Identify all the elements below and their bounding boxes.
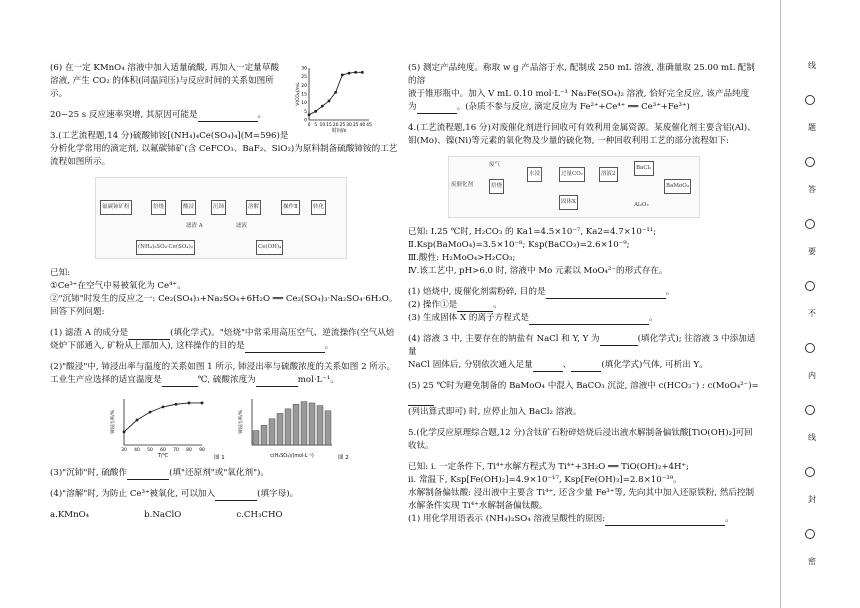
q5-given: 已知: ⅰ. 一定条件下, Ti⁴⁺水解方程式为 Ti⁴⁺+3H₂O ══ TiO(OH)₂+4H⁺; ⅱ. 常温下, Ksp[Fe(OH)₂]=4.9×10⁻¹⁷, Ksp[Fe(OH)₃]=2.8×10⁻³⁹。 水解制备偏钛酸: 浸出液中主要含 Ti⁴⁺, 还含少量 Fe³⁺等, 先向其中加入还原铁粉, 然后控制 水解条件实现 Ti⁴⁺水解制备偏钛酸。 (1) 用化学用语表示 (NH₄)₂SO₄ 溶液呈酸性的原因: 。 xyxy=(408,462,755,524)
data-point xyxy=(136,419,139,422)
sub-question-2: (2)"酸浸"中, 铈浸出率与温度的关系如图 1 所示, 铈浸出率与硫酸浓度的关系如图 2 所示。 工业生产应选择的适宜温度是 ℃, 硫酸浓度为 mol·L⁻¹。 xyxy=(50,362,396,385)
x-tick-label: 30 xyxy=(121,448,127,453)
answer-blank[interactable] xyxy=(600,335,638,346)
q4-sub5: (5) 25 ℃时为避免制备的 BaMoO₄ 中混入 BaCO₃ 沉淀, 溶液中 c(HCO₃⁻) : c(MoO₄²⁻)= (列出算式即可) 时, 应停止加入 BaCl₂ 溶液。 xyxy=(408,381,759,417)
data-point xyxy=(348,72,351,75)
option-a[interactable]: a.KMnO₄ xyxy=(50,510,90,520)
x-tick-label: 70 xyxy=(173,448,179,453)
binding-line xyxy=(780,0,781,608)
given-data: 已知: Ⅰ.25 ℃时, H₂CO₃ 的 Ka1=4.5×10⁻⁷, Ka2=4.7×10⁻¹¹; Ⅱ.Ksp(BaMoO₄)=3.5×10⁻⁸; Ksp(BaCO₃)=2.6×10⁻⁹; Ⅲ.酸性: H₂MoO₄>H₂CO₃; Ⅳ.该工艺中, pH>6.0 时, 溶液中 Mo 元素以 MoO₄²⁻的形式存在。 xyxy=(408,227,668,276)
x-axis-label: T/℃ xyxy=(157,453,169,459)
q4-intro: 4.(工艺流程题,16 分)对废催化剂进行回收可有效利用金属资源。某废催化剂主要含铝(Al)、 钼(Mo)、镍(Ni)等元素的氧化物及少量的硫化物, 一种回收利用工艺的部分流程如下: xyxy=(408,123,756,146)
bar xyxy=(317,406,323,445)
data-point xyxy=(201,402,204,405)
binding-circle xyxy=(805,467,815,477)
binding-label: 封 xyxy=(808,495,816,504)
x-tick-label: 25 xyxy=(339,123,346,128)
y-tick-label: 10 xyxy=(301,101,307,107)
binding-circle xyxy=(805,343,815,353)
answer-blank[interactable] xyxy=(408,395,434,406)
q4-sub1: (1) 焙烧中, 废催化剂需粉碎, 目的是 。 (2) 操作①是 。 (3) 生成固体 X 的离子方程式是 。 xyxy=(408,287,675,323)
binding-label: 不 xyxy=(808,309,816,318)
binding-label: 答 xyxy=(808,185,816,194)
x-tick-label: 40 xyxy=(134,448,140,453)
x-tick-label: 80 xyxy=(186,448,192,453)
bar xyxy=(309,403,315,445)
x-tick-label: 5 xyxy=(314,123,318,128)
x-tick-label: 15 xyxy=(326,123,332,128)
sub-question-3: (3)"沉铈"时, 硫酸作 (填"还原剂"或"氧化剂")。 xyxy=(50,468,269,478)
x-tick-label: 40 xyxy=(359,123,366,128)
x-axis-label: c(H₂SO₄)/(mol·L⁻¹) xyxy=(270,454,314,459)
x-tick-label: 10 xyxy=(319,123,326,128)
options-row xyxy=(50,509,405,522)
y-tick-label: 20 xyxy=(301,83,307,89)
bar xyxy=(277,413,283,445)
known-conditions: 已知: ①Ce³⁺在空气中易被氧化为 Ce⁴⁺。 ②"沉铈"时发生的反应之一: Ce₂(SO₄)₃+Na₂SO₄+6H₂O ══ Ce₂(SO₄)₃·Na₂SO₄·6H₂O。 回答下列问题: xyxy=(50,268,398,317)
answer-blank[interactable] xyxy=(457,301,493,312)
bar xyxy=(269,419,275,445)
answer-blank[interactable] xyxy=(245,342,325,353)
data-point xyxy=(334,91,337,94)
data-point xyxy=(149,411,152,414)
y-tick-label: 15 xyxy=(301,92,307,98)
data-point xyxy=(175,403,178,406)
answer-blank[interactable] xyxy=(417,103,457,114)
x-tick-label: 35 xyxy=(352,123,359,128)
answer-blank[interactable] xyxy=(546,288,666,299)
binding-label: 内 xyxy=(808,371,816,380)
q3-intro: 3.(工艺流程题,14 分)硫酸铈铵[(NH₄)₄Ce(SO₄)₄](M=596)是 分析化学常用的滴定剂, 以氟碳铈矿(含 CeFCO₃、BaF₂、SiO₂)为原料制备硫酸铈铵的工艺 流程如图所示。 xyxy=(50,131,398,167)
answer-blank[interactable] xyxy=(256,376,298,387)
y-tick-label: 30 xyxy=(301,66,307,72)
chart-co2-volume xyxy=(295,62,375,137)
binding-circle xyxy=(805,95,815,105)
y-tick-label: 25 xyxy=(301,75,307,81)
x-tick-label: 50 xyxy=(147,448,153,453)
option-b[interactable]: b.NaClO xyxy=(144,510,182,520)
bar xyxy=(325,411,331,445)
q6-answer-line: 20~25 s 反应速率突增, 其原因可能是 。 xyxy=(50,110,267,120)
data-point xyxy=(354,71,357,74)
right-column xyxy=(408,62,760,534)
x-tick-label: 30 xyxy=(346,123,352,128)
binding-label: 要 xyxy=(808,247,816,256)
answer-blank[interactable] xyxy=(533,361,563,372)
x-tick-label: 60 xyxy=(160,448,166,453)
y-tick-label: 0 xyxy=(304,118,307,124)
binding-label: 密 xyxy=(808,557,816,566)
y-axis-label: 铈浸出率/% xyxy=(111,410,116,434)
binding-label: 线 xyxy=(808,433,816,442)
binding-circle xyxy=(805,529,815,539)
data-point xyxy=(328,100,331,103)
sub-question-5: (5) 测定产品纯度。称取 w g 产品溶于水, 配制成 250 mL 溶液, 准确量取 25.00 mL 配制的溶 液于锥形瓶中。加入 V mL 0.10 mol·L⁻¹ Na₂Fe(SO₄)₂ 溶液, 恰好完全反应, 该产品纯度 为 。(杂质不参与反应, 滴定反应为 Fe²⁺+Ce⁴⁺ ══ Ce³⁺+Fe³⁺) xyxy=(408,63,755,112)
flow-diagram-mo: 废催化剂 焙烧 废气 水浸 过量CO₂ 溶液2 BaCl₂ BaMoO₄ 固体X Al₂O₃ xyxy=(448,156,700,218)
data-point xyxy=(308,113,311,116)
answer-blank[interactable] xyxy=(198,111,258,122)
data-point xyxy=(188,402,191,405)
y-tick-label: 5 xyxy=(304,109,307,115)
binding-circle xyxy=(805,281,815,291)
x-tick-label: 45 xyxy=(366,123,372,128)
chart-fig2 xyxy=(238,395,358,461)
y-axis-label: 铈浸出率/% xyxy=(239,410,244,434)
answer-blank[interactable] xyxy=(605,515,725,526)
answer-blank[interactable] xyxy=(127,469,169,480)
chart-fig1 xyxy=(110,395,230,461)
bar xyxy=(293,404,299,445)
bar xyxy=(261,425,267,445)
option-c[interactable]: c.CH₃CHO xyxy=(236,510,283,520)
data-point xyxy=(123,430,126,433)
x-axis-label: 时间/s xyxy=(331,128,347,134)
binding-label: 线 xyxy=(808,61,816,70)
figure-caption: 图 1 xyxy=(214,455,225,461)
answer-blank[interactable] xyxy=(162,376,198,387)
binding-label: 题 xyxy=(808,123,816,132)
x-tick-label: 0 xyxy=(307,123,311,128)
bar xyxy=(301,402,307,445)
figure-caption: 图 2 xyxy=(338,455,349,461)
binding-strip xyxy=(780,0,860,608)
flow-diagram-ce: 氟碳铈矿粉 焙烧 酸浸 沉铈 溶解 操作Ⅱ 转化 滤渣 A 滤液 (NH₄)₂SO₄·Ce(SO₄)₂ Ce(OH)₄ xyxy=(95,177,347,259)
x-tick-label: 20 xyxy=(332,123,339,128)
y-axis-label: V(CO₂)/mL xyxy=(296,82,301,106)
sub-question-1: (1) 滤渣 A 的成分是 (填化学式)。"焙烧"中常采用高压空气、逆流操作(空气从焙 烧炉下部通入, 矿粉从上部加入), 这样操作的目的是 。 xyxy=(50,328,395,351)
sub-question-4: (4)"溶解"时, 为防止 Ce³⁺被氧化, 可以加入 (填字母)。 xyxy=(50,489,299,499)
data-point xyxy=(314,110,317,113)
data-point xyxy=(341,74,344,77)
answer-blank[interactable] xyxy=(529,314,649,325)
answer-blank[interactable] xyxy=(571,361,601,372)
answer-blank[interactable] xyxy=(128,329,170,340)
data-point xyxy=(321,105,324,108)
q4-sub4: (4) 溶液 3 中, 主要存在的钠盐有 NaCl 和 Y, Y 为 (填化学式); 往溶液 3 中添加适量 NaCl 固体后, 分别依次通入足量 、 (填化学式)气体, 可析出 Y。 xyxy=(408,334,756,370)
bar xyxy=(253,431,259,445)
binding-circle xyxy=(805,405,815,415)
binding-circle xyxy=(805,157,815,167)
charts-row xyxy=(50,395,405,463)
x-tick-label: 90 xyxy=(199,448,205,453)
q5-intro: 5.(化学反应原理综合题,12 分)含钛矿石粉碎焙烧后浸出液水解制备偏钛酸[TiO(OH)₂]可回 收钛。 xyxy=(408,428,753,451)
data-point xyxy=(361,71,364,74)
data-point xyxy=(162,405,165,408)
answer-blank[interactable] xyxy=(215,490,257,501)
q6-text: (6) 在一定 KMnO₄ 溶液中加入适量硫酸, 再加入一定量草酸 溶液, 产生 CO₂ 的体积(同温同压)与反应时间的关系如图所 示。 xyxy=(50,63,279,99)
binding-circle xyxy=(805,219,815,229)
bar xyxy=(285,409,291,445)
